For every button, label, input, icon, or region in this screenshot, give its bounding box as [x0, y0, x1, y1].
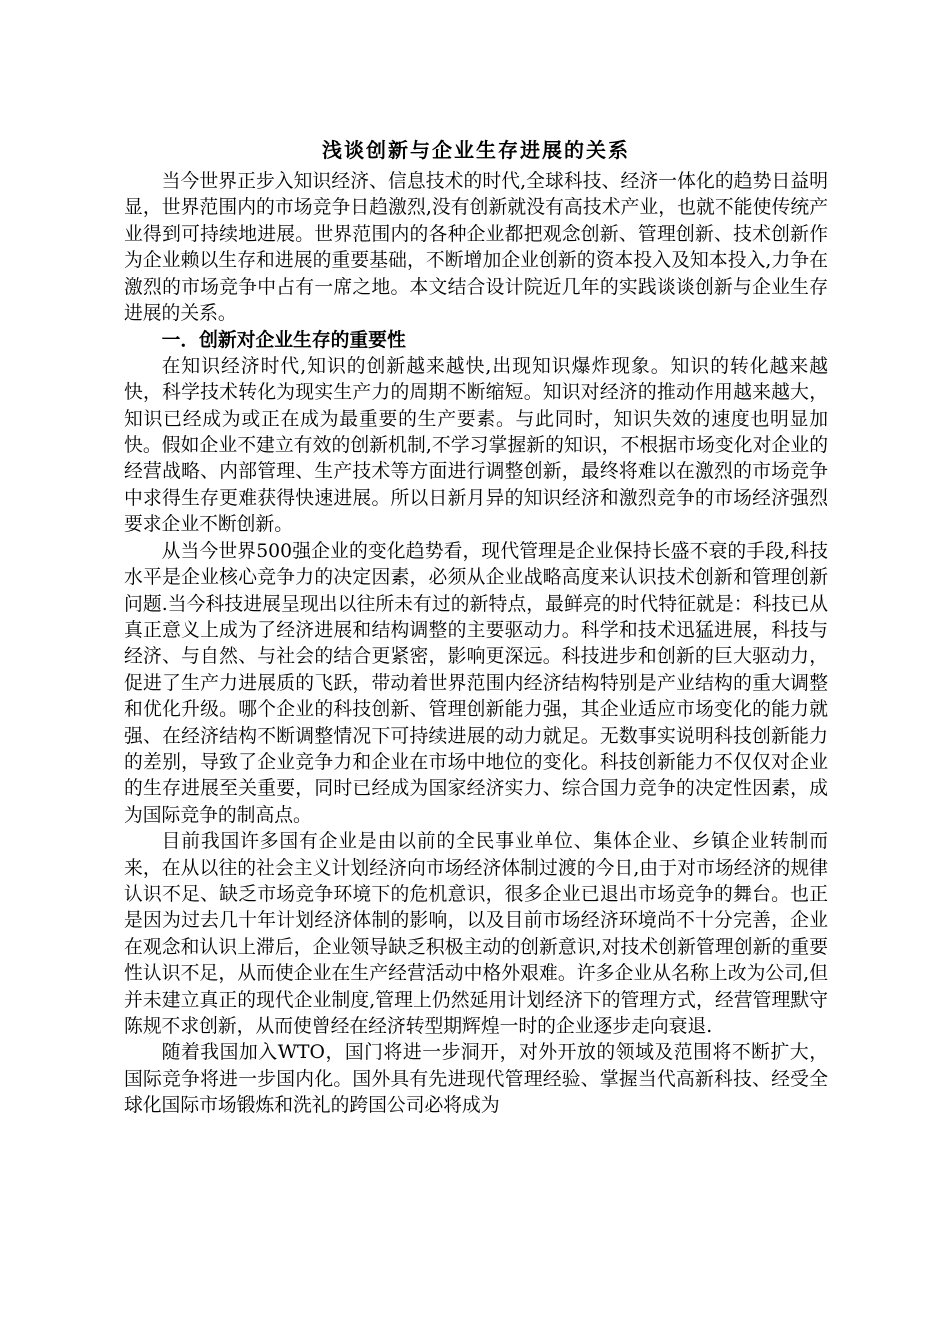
- body-paragraph: 随着我国加入WTO，国门将进一步洞开，对外开放的领域及范围将不断扩大，国际竞争将进一步国内化。国外具有先进现代管理经验、掌握当代高新科技、经受全球化国际市场锻炼和洗礼的跨国公司必将成为: [124, 1042, 828, 1117]
- body-paragraph: 目前我国许多国有企业是由以前的全民事业单位、集体企业、乡镇企业转制而来，在从以往的社会主义计划经济向市场经济体制过渡的今日,由于对市场经济的规律认识不足、缺乏市场竞争环境下的危机意识，很多企业已退出市场竞争的舞台。也正是因为过去几十年计划经济体制的影响，以及目前市场经济环境尚不十分完善，企业在观念和认识上滞后，企业领导缺乏积极主动的创新意识,对技术创新管理创新的重要性认识不足，从而使企业在生产经营活动中格外艰难。许多企业从名称上改为公司,但并未建立真正的现代企业制度,管理上仍然延用计划经济下的管理方式，经营管理默守陈规不求创新，从而使曾经在经济转型期辉煌一时的企业逐步走向衰退.: [124, 831, 828, 1037]
- document-title: 浅谈创新与企业生存进展的关系: [322, 138, 630, 162]
- section-heading: 一．创新对企业生存的重要性: [161, 329, 406, 352]
- intro-paragraph: 当今世界正步入知识经济、信息技术的时代,全球科技、经济一体化的趋势日益明显，世界范围内的市场竞争日趋激烈,没有创新就没有高技术产业，也就不能使传统产业得到可持续地进展。世界范围内的各种企业都把观念创新、管理创新、技术创新作为企业赖以生存和进展的重要基础，不断增加企业创新的资本投入及知本投入,力争在激烈的市场竞争中占有一席之地。本文结合设计院近几年的实践谈谈创新与企业生存进展的关系。: [124, 171, 828, 325]
- body-paragraph: 在知识经济时代,知识的创新越来越快,出现知识爆炸现象。知识的转化越来越快，科学技术转化为现实生产力的周期不断缩短。知识对经济的推动作用越来越大，知识已经成为或正在成为最重要的生产要素。与此同时，知识失效的速度也明显加快。假如企业不建立有效的创新机制,不学习掌握新的知识，不根据市场变化对企业的经营战略、内部管理、生产技术等方面进行调整创新，最终将难以在激烈的市场竞争中求得生存更难获得快速进展。所以日新月异的知识经济和激烈竞争的市场经济强烈要求企业不断创新。: [124, 355, 828, 536]
- document-body: [124, 133, 828, 1120]
- body-paragraph: 从当今世界500强企业的变化趋势看，现代管理是企业保持长盛不衰的手段,科技水平是企业核心竞争力的决定因素，必须从企业战略高度来认识技术创新和管理创新问题.当今科技进展呈现出以往所未有过的新特点，最鲜亮的时代特征就是：科技已从真正意义上成为了经济进展和结构调整的主要驱动力。科学和技术迅猛进展，科技与经济、与自然、与社会的结合更紧密，影响更深远。科技进步和创新的巨大驱动力，促进了生产力进展质的飞跃，带动着世界范围内经济结构特别是产业结构的重大调整和优化升级。哪个企业的科技创新、管理创新能力强，其企业适应市场变化的能力就强、在经济结构不断调整情况下可持续进展的动力就足。无数事实说明科技创新能力的差别，导致了企业竞争力和企业在市场中地位的变化。科技创新能力不仅仅对企业的生存进展至关重要，同时已经成为国家经济实力、综合国力竞争的决定性因素，成为国际竞争的制高点。: [124, 540, 828, 826]
